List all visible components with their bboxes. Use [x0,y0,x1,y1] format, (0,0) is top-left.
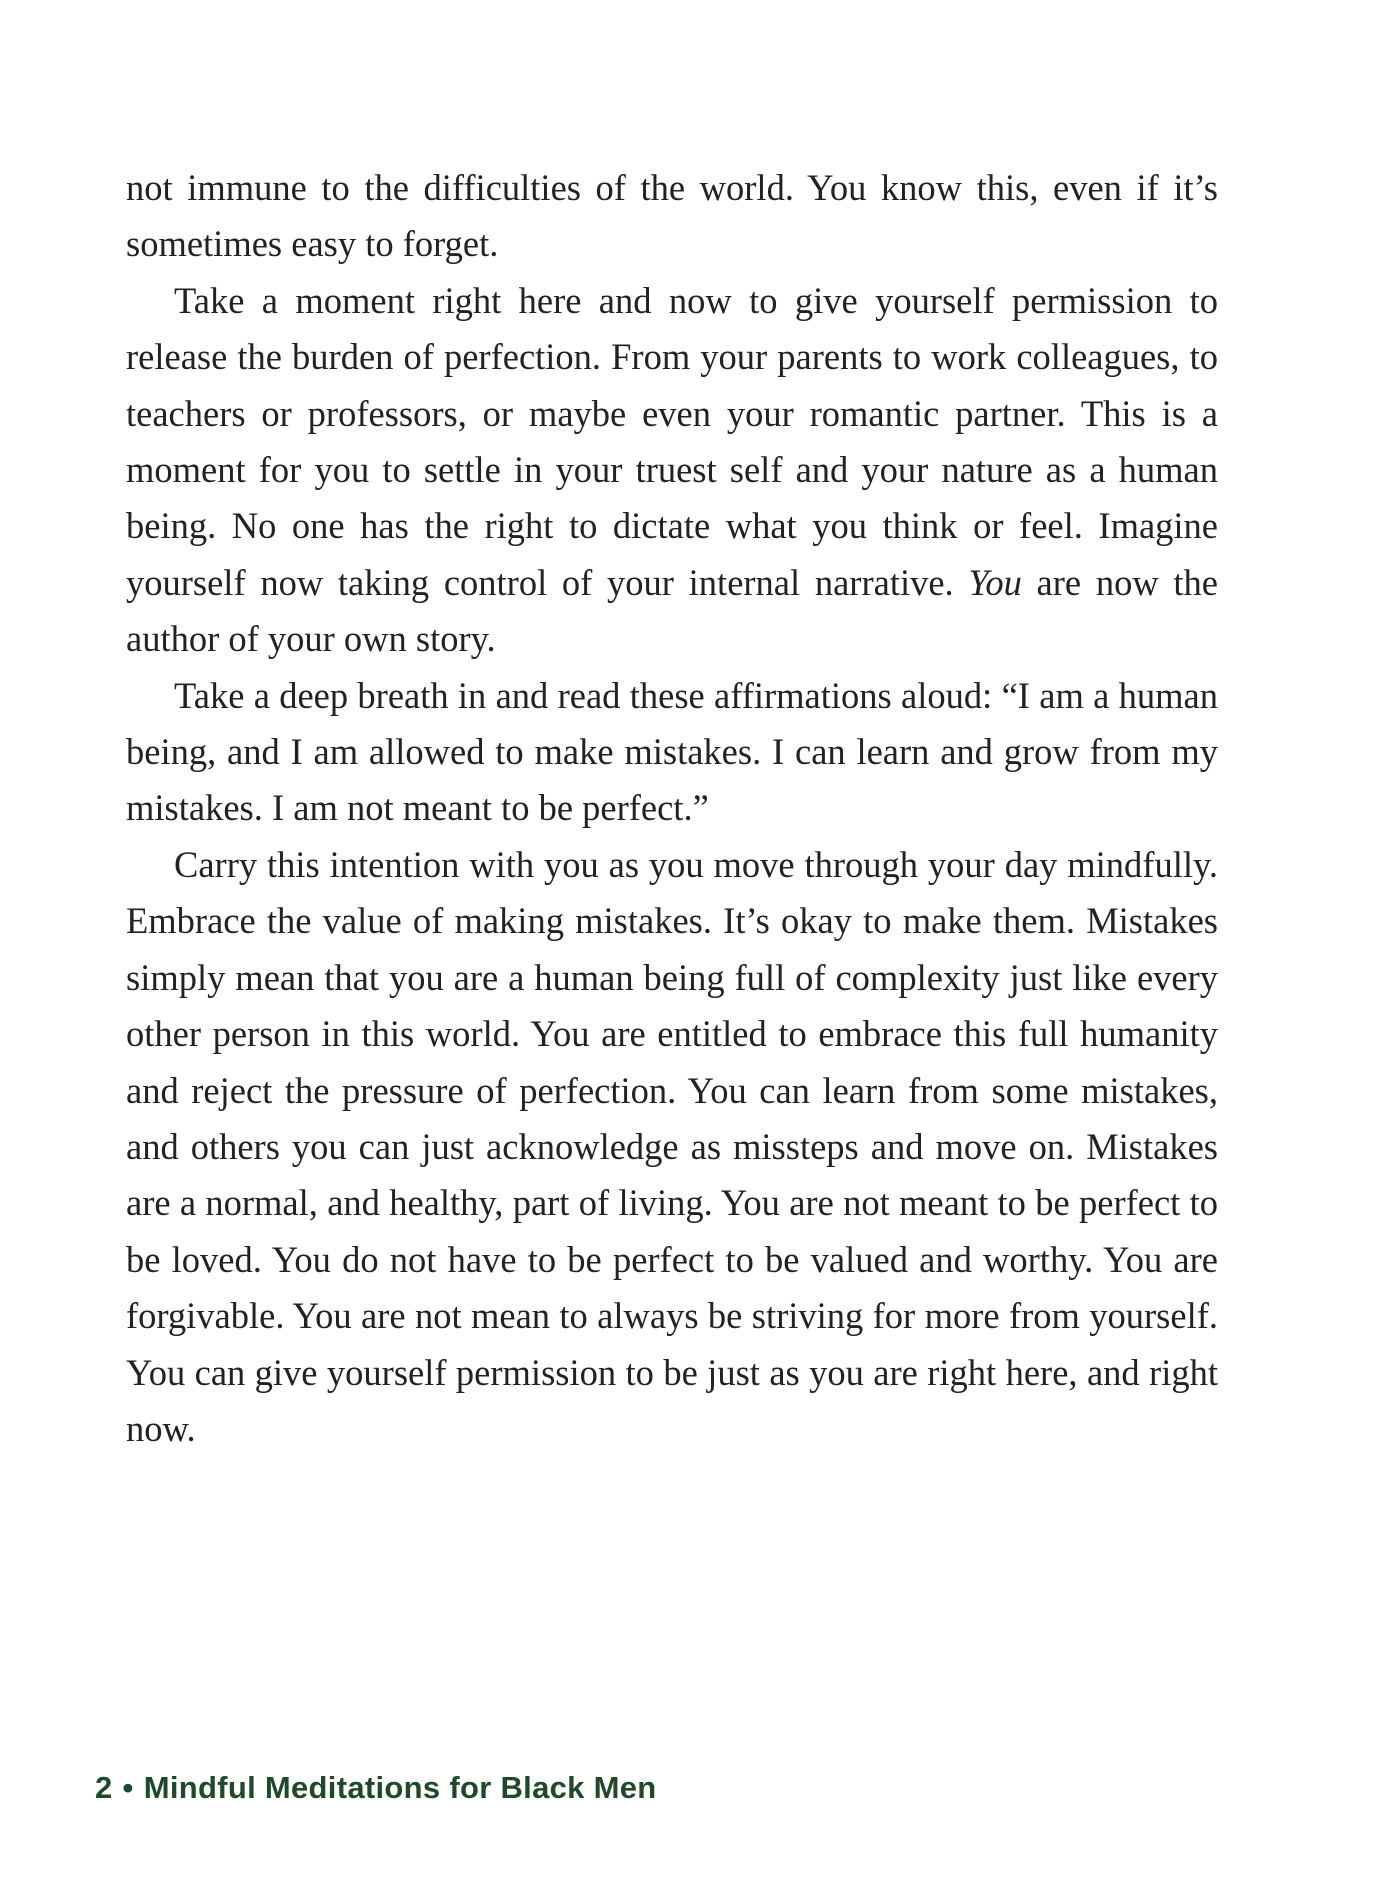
paragraph-1: not immune to the difficulties of the world. You know this, even if it’s sometimes easy to forget. [126,167,1218,265]
paragraph-2-text-end: are now the author of your own story. [126,561,1218,660]
paragraph-2-emphasis: You [968,561,1022,603]
paragraph-2 [126,273,1218,668]
paragraph-4: Carry this intention with you as you move through your day mindfully. Embrace the value of making mistakes. It’s okay to make them. Mistakes simply mean that you are a human being full of complexity just like every other person in this world. You are entitled to embrace this full humanity and reject the pressure of perfection. You can learn from some mistakes, and others you can just acknowledge as missteps and move on. Mistakes are a normal, and healthy, part of living. You are not meant to be perfect to be loved. You do not have to be perfect to be valued and worthy. You are forgivable. You are not mean to always be striving for more from yourself. You can give yourself permission to be just as you are right here, and right now. [126,843,1218,1449]
footer-separator: • [122,1770,134,1805]
paragraph-2-text-start: Take a moment right here and now to give yourself permission to release the burden of perfection. From your parents to work colleagues, to teachers or professors, or maybe even your romantic partner. This is a moment for you to settle in your truest self and your nature as a human being. No one has the right to dictate what you think or feel. Imagine yourself now taking control of your internal narrative. [126,279,1218,603]
paragraph-3: Take a deep breath in and read these affirmations aloud: “I am a human being, and I am allowed to make mistakes. I can learn and grow from my mistakes. I am not meant to be perfect.” [126,674,1218,829]
book-title: Mindful Meditations for Black Men [143,1770,657,1805]
page-number: 2 [95,1770,113,1805]
page-footer [95,1770,657,1806]
body-text [126,160,1218,1457]
